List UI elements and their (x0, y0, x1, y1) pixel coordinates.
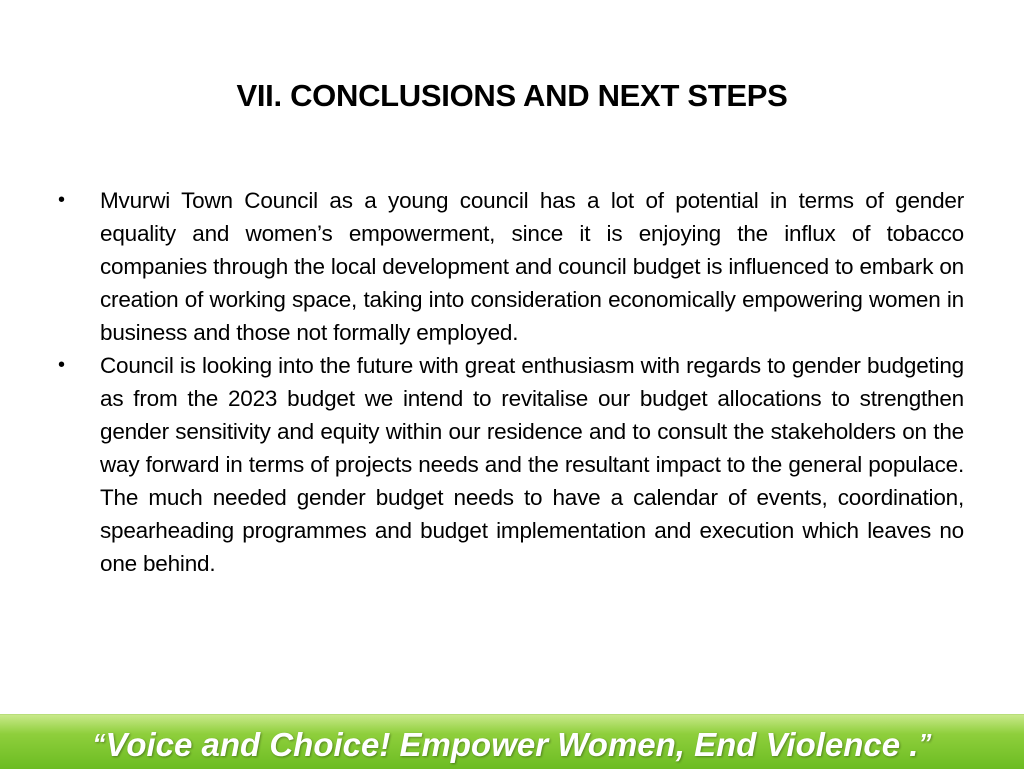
bullet-text: Mvurwi Town Council as a young council has a lot of potential in terms of gender equality and women’s empowerment, since it is enjoying the influx of tobacco companies through the local development and council budget is influenced to embark on creation of working space, taking into consideration economically empowering women in business and those not formally employed. (100, 188, 964, 345)
slide-title: VII. CONCLUSIONS AND NEXT STEPS (236, 78, 788, 113)
bullet-item (58, 184, 964, 349)
footer-band (0, 714, 1024, 769)
bullet-icon: • (58, 354, 65, 376)
bullet-list (58, 184, 964, 580)
footer-slogan (0, 723, 1024, 765)
bullet-icon: • (58, 189, 65, 211)
bullet-item (58, 349, 964, 580)
close-quote: ” (918, 728, 932, 758)
bullet-text: Council is looking into the future with great enthusiasm with regards to gender budgeting as from the 2023 budget we intend to revitalise our budget allocations to strengthen gender sensitivity and equity within our residence and to consult the stakeholders on the way forward in terms of projects needs and the resultant impact to the general populace. The much needed gender budget needs to have a calendar of events, coordination, spearheading programmes and budget implementation and execution which leaves no one behind. (100, 353, 964, 576)
slogan-text: Voice and Choice! Empower Women, End Violence . (105, 726, 919, 763)
open-quote: “ (92, 728, 106, 758)
